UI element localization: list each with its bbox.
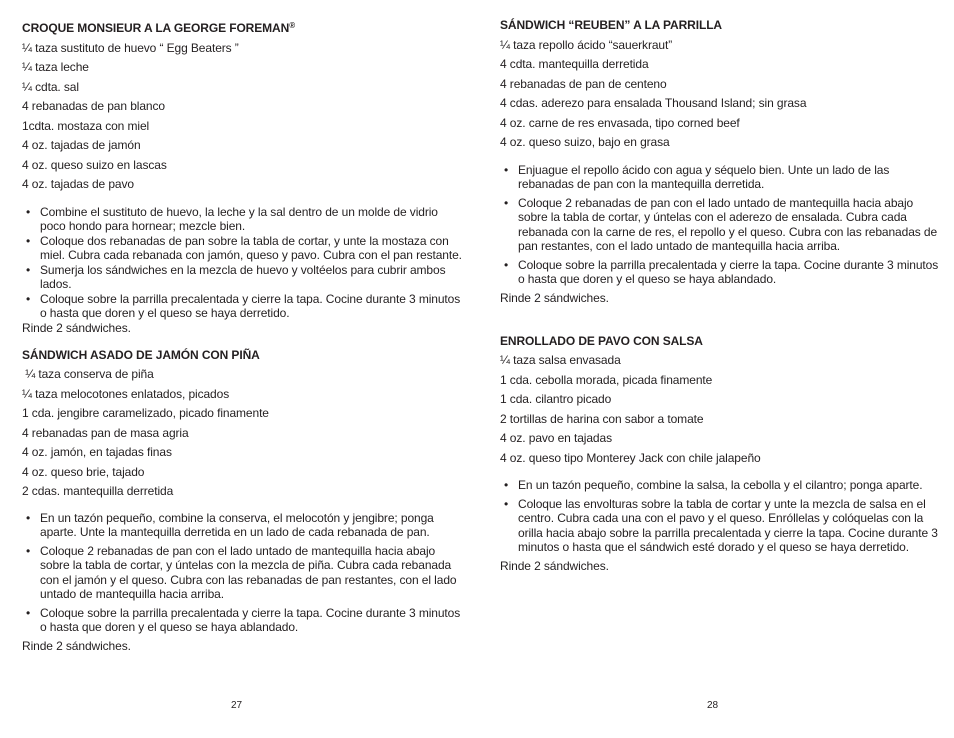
ingredient: 4 oz. tajadas de jamón bbox=[22, 138, 141, 152]
instruction-step: • Coloque las envolturas sobre la tabla de cortar y unte la mezcla de salsa en el centro. Cubra cada una con el pavo y el queso. Enróllelas y colóquelas con la orilla hacia abajo sobre la parrilla precalentada y cierre la tapa. Cocine durante 3 minutos o hasta que el sándwich esté dorado y el queso se haya derretido. bbox=[500, 497, 940, 555]
instruction-list bbox=[500, 478, 940, 555]
instruction-step: • En un tazón pequeño, combine la conserva, el melocotón y jengibre; ponga aparte. Unte la mantequilla derretida en un lado de cada rebanada de pan. bbox=[22, 511, 462, 540]
ingredient: 4 oz. queso brie, tajado bbox=[22, 464, 145, 479]
recipe-title-croque-monsieur bbox=[22, 16, 462, 39]
recipe-title-jamon-pina: SÁNDWICH ASADO DE JAMÓN CON PIÑA bbox=[22, 347, 260, 362]
ingredient: 4 oz. tajadas de pavo bbox=[22, 177, 134, 191]
ingredient: ¼ taza leche bbox=[22, 60, 89, 74]
ingredient: ¼ taza salsa envasada bbox=[500, 353, 621, 367]
instruction-step: • Coloque sobre la parrilla precalentada y cierre la tapa. Cocine durante 3 minutos o hasta que doren y el queso se haya ablandado. bbox=[22, 606, 462, 635]
instruction-step: • Coloque sobre la parrilla precalentada y cierre la tapa. Cocine durante 3 minutos o hasta que doren y el queso se haya derretido. bbox=[22, 292, 462, 321]
instruction-list bbox=[22, 511, 462, 635]
ingredient: 2 cdas. mantequilla derretida bbox=[22, 484, 174, 498]
instruction-step: • En un tazón pequeño, combine la salsa, la cebolla y el cilantro; ponga aparte. bbox=[500, 478, 940, 493]
recipe-yield: Rinde 2 sándwiches. bbox=[22, 320, 131, 335]
ingredient: ¼ taza sustituto de huevo “ Egg Beaters ” bbox=[22, 40, 239, 55]
recipe-title-reuben: SÁNDWICH “REUBEN” A LA PARRILLA bbox=[500, 18, 722, 32]
recipe-title-enrollado-pavo: ENROLLADO DE PAVO CON SALSA bbox=[500, 333, 703, 348]
recipe-yield: Rinde 2 sándwiches. bbox=[500, 558, 609, 573]
ingredient: 1 cda. jengibre caramelizado, picado finamente bbox=[22, 406, 269, 420]
instruction-list bbox=[500, 163, 940, 287]
ingredient: 4 rebanadas pan de masa agria bbox=[22, 425, 189, 440]
ingredient: ¼ taza conserva de piña bbox=[22, 367, 154, 381]
ingredient: 4 oz. queso tipo Monterey Jack con chile jalapeño bbox=[500, 450, 761, 465]
recipe-yield: Rinde 2 sándwiches. bbox=[500, 290, 609, 305]
ingredient: 4 cdas. aderezo para ensalada Thousand Island; sin grasa bbox=[500, 96, 807, 110]
ingredient: 4 oz. carne de res envasada, tipo corned beef bbox=[500, 115, 740, 130]
ingredient: ¼ cdta. sal bbox=[22, 79, 79, 94]
page-number-left: 27 bbox=[231, 700, 243, 711]
ingredient: 1 cda. cebolla morada, picada finamente bbox=[500, 372, 713, 387]
ingredient: ¼ taza repollo ácido “sauerkraut” bbox=[500, 37, 673, 52]
registered-mark: ® bbox=[289, 21, 295, 30]
instruction-step: • Coloque 2 rebanadas de pan con el lado untado de mantequilla hacia abajo sobre la tabla de cortar, y úntelas con el aderezo de ensalada. Cubra cada rebanada con la carne de res, el repollo y el queso. Cubra con las rebanadas de pan restantes, con el lado untado de mantequilla hacia arriba. bbox=[500, 196, 940, 254]
ingredient: 4 rebanadas de pan blanco bbox=[22, 99, 165, 113]
right-page bbox=[500, 14, 940, 574]
page-number-right: 28 bbox=[707, 700, 719, 711]
instruction-step: • Enjuague el repollo ácido con agua y séquelo bien. Unte un lado de las rebanadas de pan con la mantequilla derretida. bbox=[500, 163, 940, 192]
instruction-step: • Coloque sobre la parrilla precalentada y cierre la tapa. Cocine durante 3 minutos o hasta que doren y el queso se haya ablandado. bbox=[500, 258, 940, 287]
left-page bbox=[22, 14, 462, 654]
ingredient: 4 oz. jamón, en tajadas finas bbox=[22, 445, 172, 459]
ingredient: 4 oz. queso suizo, bajo en grasa bbox=[500, 135, 670, 149]
ingredient: 4 oz. queso suizo en lascas bbox=[22, 157, 167, 172]
instruction-step: • Combine el sustituto de huevo, la leche y la sal dentro de un molde de vidrio poco hondo para hornear; mezcle bien. bbox=[22, 205, 462, 234]
instruction-list bbox=[22, 205, 462, 321]
ingredient: 4 cdta. mantequilla derretida bbox=[500, 57, 649, 71]
instruction-step: • Sumerja los sándwiches en la mezcla de huevo y voltéelos para cubrir ambos lados. bbox=[22, 263, 462, 292]
ingredient: 4 oz. pavo en tajadas bbox=[500, 431, 612, 445]
recipe-yield: Rinde 2 sándwiches. bbox=[22, 638, 131, 653]
ingredient: 4 rebanadas de pan de centeno bbox=[500, 76, 667, 91]
ingredient: 1 cda. cilantro picado bbox=[500, 392, 612, 406]
ingredient: ¼ taza melocotones enlatados, picados bbox=[22, 386, 230, 401]
recipe-title-text: CROQUE MONSIEUR A LA GEORGE FOREMAN bbox=[22, 21, 290, 35]
ingredient: 1cdta. mostaza con miel bbox=[22, 118, 150, 133]
instruction-step: • Coloque dos rebanadas de pan sobre la tabla de cortar, y unte la mostaza con miel. Cubra cada rebanada con jamón, queso y pavo. Cubra con el pan restante. bbox=[22, 234, 462, 263]
ingredient: 2 tortillas de harina con sabor a tomate bbox=[500, 411, 704, 426]
instruction-step: • Coloque 2 rebanadas de pan con el lado untado de mantequilla hacia abajo sobre la tabla de cortar, y úntelas con la mezcla de piña. Cubra cada rebanada con el jamón y el queso. Cubra con las rebanadas de pan restantes, con el lado untado de mantequilla hacia arriba. bbox=[22, 544, 462, 602]
